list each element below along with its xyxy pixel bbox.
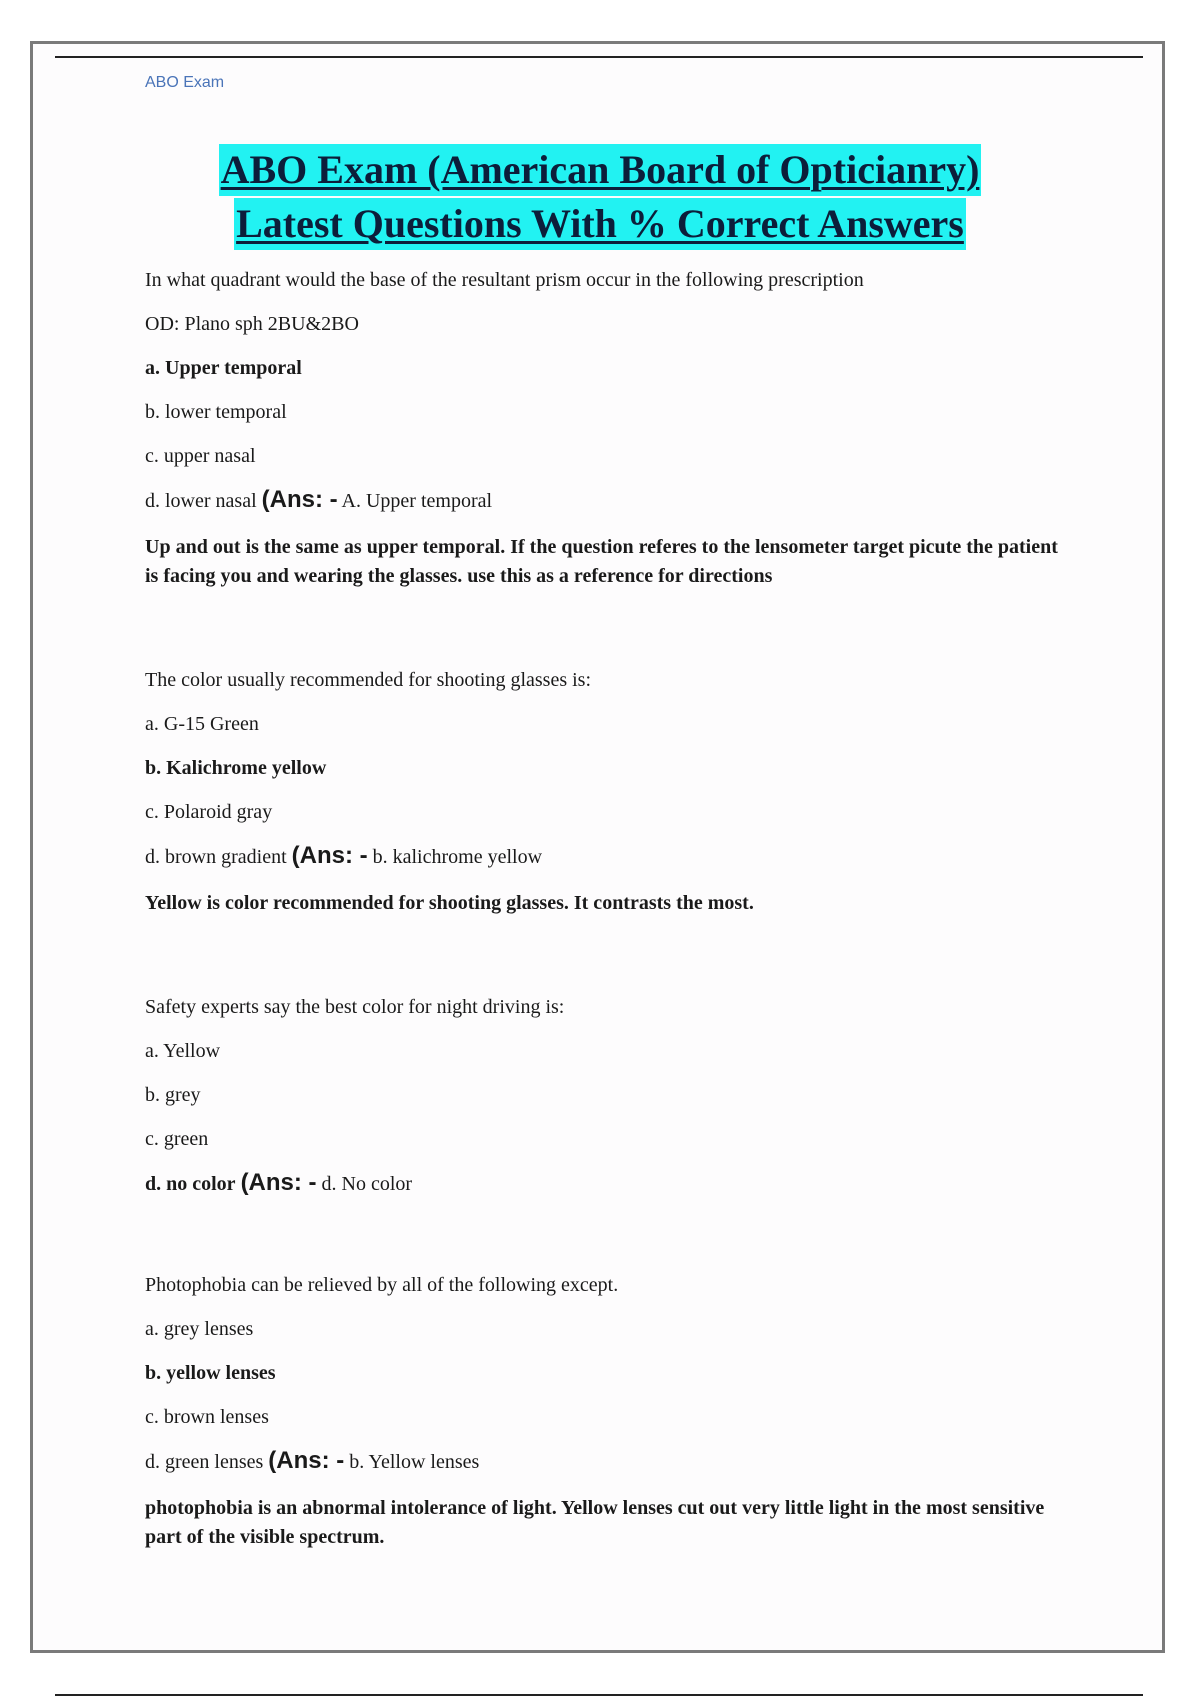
question-4-option-b: b. yellow lenses (145, 1362, 276, 1384)
question-2-prompt: The color usually recommended for shooting glasses is: (145, 669, 592, 691)
question-4-answer: b. Yellow lenses (349, 1451, 480, 1473)
question-3-answer: d. No color (321, 1173, 413, 1195)
title-line-2: Latest Questions With % Correct Answers (234, 198, 966, 250)
question-1-option-d-row (145, 488, 1075, 513)
answer-label: (Ans: - (291, 842, 368, 869)
document-title (0, 144, 1200, 250)
question-3-option-b: b. grey (145, 1084, 201, 1106)
question-4-prompt: Photophobia can be relieved by all of the following except. (145, 1274, 619, 1296)
answer-label: (Ans: - (261, 486, 338, 513)
question-1-option-a: a. Upper temporal (145, 357, 302, 379)
question-1-option-d: d. lower nasal (145, 490, 257, 512)
question-1-option-b: b. lower temporal (145, 401, 287, 423)
question-1-explanation: Up and out is the same as upper temporal. If the question referes to the lensometer target picute the patient is facing you and wearing the glasses. use this as a reference for directions (145, 536, 1058, 587)
question-2-option-c: c. Polaroid gray (145, 801, 273, 823)
question-3-option-d-row (145, 1171, 1075, 1196)
question-1-answer: A. Upper temporal (341, 490, 493, 512)
question-1-prompt: In what quadrant would the base of the resultant prism occur in the following prescription (145, 269, 864, 291)
question-4-option-a: a. grey lenses (145, 1318, 254, 1340)
question-2-option-d: d. brown gradient (145, 846, 287, 868)
document-body (145, 268, 1075, 1572)
question-4-option-d: d. green lenses (145, 1451, 264, 1473)
question-4-option-c: c. brown lenses (145, 1406, 269, 1428)
question-1-option-c: c. upper nasal (145, 445, 256, 467)
question-4-explanation: photophobia is an abnormal intolerance of light. Yellow lenses cut out very little light in the most sensitive part of the visible spectrum. (145, 1497, 1045, 1548)
question-2-option-a: a. G-15 Green (145, 713, 259, 735)
question-4-option-d-row (145, 1449, 1075, 1474)
question-3-option-c: c. green (145, 1128, 209, 1150)
question-2-answer: b. kalichrome yellow (372, 846, 543, 868)
question-3-option-d: d. no color (145, 1173, 236, 1195)
question-2-option-d-row (145, 844, 1075, 869)
answer-label: (Ans: - (268, 1447, 345, 1474)
question-2-option-b: b. Kalichrome yellow (145, 757, 327, 779)
bottom-rule (55, 1694, 1143, 1696)
answer-label: (Ans: - (240, 1169, 317, 1196)
question-2-explanation: Yellow is color recommended for shooting glasses. It contrasts the most. (145, 892, 754, 914)
question-3-option-a: a. Yellow (145, 1040, 221, 1062)
title-line-1: ABO Exam (American Board of Opticianry) (219, 144, 982, 196)
running-header: ABO Exam (145, 74, 225, 91)
top-rule (55, 56, 1143, 58)
question-1-rx: OD: Plano sph 2BU&2BO (145, 313, 359, 335)
question-3-prompt: Safety experts say the best color for night driving is: (145, 996, 565, 1018)
